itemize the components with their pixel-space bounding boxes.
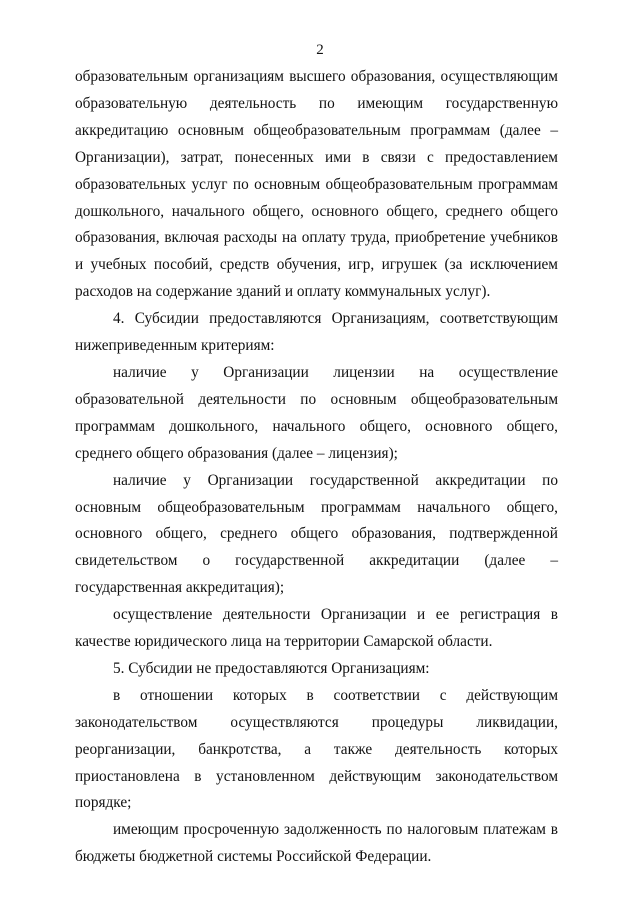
paragraph-license-criterion: наличие у Организации лицензии на осуществление образовательной деятельности по основным общеобразовательным программам дошкольного, начального общего, основного общего, среднего общего образования (далее – лицензия); <box>75 363 558 462</box>
paragraph-tax-debt-exclusion: имеющим просроченную задолженность по налоговым платежам в бюджеты бюджетной системы Российской Федерации. <box>75 821 558 866</box>
paragraph-accreditation-criterion: наличие у Организации государственной аккредитации по основным общеобразовательным программам начального общего, основного общего, среднего общего образования, подтвержденной свидетельством о государственной аккредитации (далее – государственная аккредитация); <box>75 471 558 597</box>
document-body <box>75 64 558 871</box>
paragraph-item-4: 4. Субсидии предоставляются Организациям, соответствующим нижеприведенным критериям: <box>75 310 558 355</box>
paragraph-registration-criterion: осуществление деятельности Организации и ее регистрация в качестве юридического лица на территории Самарской области. <box>75 606 558 651</box>
paragraph-liquidation-exclusion: в отношении которых в соответствии с действующим законодательством осуществляются процедуры ликвидации, реорганизации, банкротства, а также деятельность которых приостановлена в установленном действующим законодательством порядке; <box>75 686 558 812</box>
paragraph-continuation: образовательным организациям высшего образования, осуществляющим образовательную деятельность по имеющим государственную аккредитацию основным общеобразовательным программам (далее – Организации), затрат, понесенных ими в связи с предоставлением образовательных услуг по основным общеобразовательным программам дошкольного, начального общего, основного общего, среднего общего образования, включая расходы на оплату труда, приобретение учебников и учебных пособий, средств обучения, игр, игрушек (за исключением расходов на содержание зданий и оплату коммунальных услуг). <box>75 68 558 301</box>
page-number: 2 <box>316 42 324 58</box>
paragraph-item-5: 5. Субсидии не предоставляются Организациям: <box>113 659 430 677</box>
